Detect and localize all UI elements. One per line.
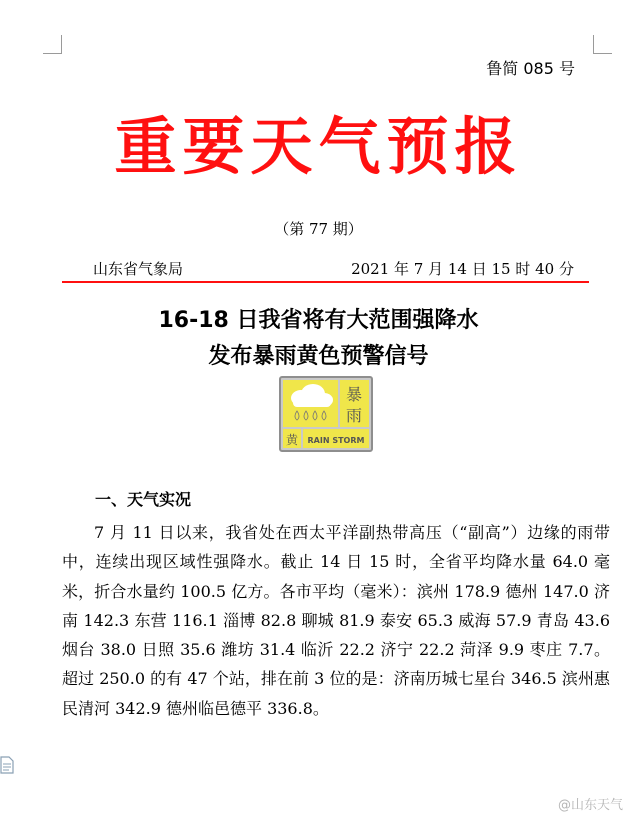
page-corner-mark-right — [593, 35, 612, 54]
document-icon-glyph — [0, 756, 14, 774]
document-number: 鲁简 085 号 — [486, 59, 575, 78]
badge-label-top: 暴 — [345, 385, 363, 404]
issuer: 山东省气象局 — [93, 260, 184, 278]
warning-badge-graphic — [281, 378, 371, 450]
document-icon[interactable] — [0, 756, 14, 778]
weather-observation-paragraph: 7 月 11 日以来，我省处在西太平洋副热带高压（“副高”）边缘的雨带中，连续出现区域性强降水。截止 14 日 15 时，全省平均降水量 64.0 毫米，折合水量约 100.5 亿方。各市平均（毫米）：滨州 178.9 德州 147.0 济南 142.3 东营 116.1 淄博 82.8 聊城 81.9 泰安 65.3 威海 57.9 青岛 43.6 烟台 38.0 日照 35.6 潍坊 31.4 临沂 22.2 济宁 22.2 菏泽 9.9 枣庄 7.7。超过 250.0 的有 47 个站，排在前 3 位的是：济南历城七星台 346.5 滨州惠民清河 342.9 德州临邑德平 336.8。 — [62, 523, 610, 718]
watermark: @山东天气 — [557, 798, 623, 813]
rainstorm-yellow-warning-icon — [279, 376, 373, 452]
issue-number: （第 77 期） — [274, 220, 363, 238]
headline-line-2: 发布暴雨黄色预警信号 — [208, 344, 429, 369]
masthead-title: 重要天气预报 — [114, 110, 523, 183]
headline-line-1: 16-18 日我省将有大范围强降水 — [158, 308, 479, 333]
badge-level-label: 黄 — [285, 433, 299, 447]
red-divider — [62, 281, 589, 283]
badge-label-bottom: 雨 — [345, 406, 363, 425]
page-corner-mark-left — [43, 35, 62, 54]
badge-english-label: RAIN STORM — [307, 436, 365, 445]
issue-datetime: 2021 年 7 月 14 日 15 时 40 分 — [351, 260, 574, 278]
section-heading: 一、天气实况 — [95, 490, 192, 509]
